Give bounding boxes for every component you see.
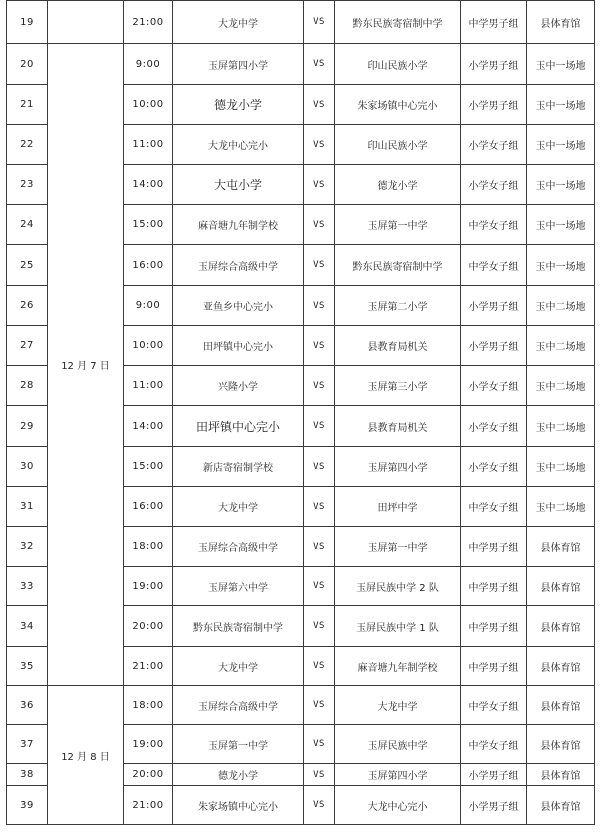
versus-label: VS bbox=[304, 1, 335, 44]
match-number: 38 bbox=[7, 764, 48, 786]
match-time: 16:00 bbox=[124, 245, 173, 286]
match-group: 中学男子组 bbox=[461, 647, 527, 686]
match-time: 18:00 bbox=[124, 527, 173, 567]
match-time: 20:00 bbox=[124, 764, 173, 786]
home-team: 亚鱼乡中心完小 bbox=[173, 286, 304, 326]
away-team: 玉屏民族中学 bbox=[335, 725, 461, 764]
home-team: 德龙小学 bbox=[173, 85, 304, 125]
away-team: 玉屏第三小学 bbox=[335, 366, 461, 406]
home-team: 兴隆小学 bbox=[173, 366, 304, 406]
home-team: 田坪镇中心完小 bbox=[173, 406, 304, 447]
match-time: 10:00 bbox=[124, 326, 173, 366]
match-time: 9:00 bbox=[124, 44, 173, 85]
match-time: 21:00 bbox=[124, 647, 173, 686]
away-team: 印山民族小学 bbox=[335, 44, 461, 85]
away-team: 德龙小学 bbox=[335, 165, 461, 205]
away-team: 田坪中学 bbox=[335, 487, 461, 527]
versus-label: VS bbox=[304, 165, 335, 205]
home-team: 玉屏第四小学 bbox=[173, 44, 304, 85]
match-venue: 县体育馆 bbox=[527, 567, 595, 606]
match-time: 16:00 bbox=[124, 487, 173, 527]
match-group: 中学女子组 bbox=[461, 487, 527, 527]
match-group: 小学男子组 bbox=[461, 44, 527, 85]
match-venue: 县体育馆 bbox=[527, 764, 595, 786]
match-venue: 玉中二场地 bbox=[527, 286, 595, 326]
match-time: 18:00 bbox=[124, 686, 173, 725]
match-date: 12 月 7 日 bbox=[48, 44, 124, 686]
away-team: 玉屏民族中学 2 队 bbox=[335, 567, 461, 606]
match-venue: 玉中一场地 bbox=[527, 245, 595, 286]
versus-label: VS bbox=[304, 487, 335, 527]
match-group: 小学男子组 bbox=[461, 326, 527, 366]
versus-label: VS bbox=[304, 764, 335, 786]
home-team: 德龙小学 bbox=[173, 764, 304, 786]
match-time: 14:00 bbox=[124, 165, 173, 205]
match-number: 21 bbox=[7, 85, 48, 125]
match-number: 29 bbox=[7, 406, 48, 447]
match-venue: 县体育馆 bbox=[527, 1, 595, 44]
versus-label: VS bbox=[304, 606, 335, 647]
away-team: 县教育局机关 bbox=[335, 326, 461, 366]
match-time: 15:00 bbox=[124, 447, 173, 487]
match-group: 小学女子组 bbox=[461, 406, 527, 447]
match-number: 35 bbox=[7, 647, 48, 686]
match-group: 中学男子组 bbox=[461, 527, 527, 567]
away-team: 玉屏第四小学 bbox=[335, 764, 461, 786]
away-team: 黔东民族寄宿制中学 bbox=[335, 245, 461, 286]
match-venue: 县体育馆 bbox=[527, 686, 595, 725]
home-team: 黔东民族寄宿制中学 bbox=[173, 606, 304, 647]
match-venue: 玉中一场地 bbox=[527, 85, 595, 125]
match-group: 小学男子组 bbox=[461, 786, 527, 825]
match-number: 26 bbox=[7, 286, 48, 326]
match-time: 14:00 bbox=[124, 406, 173, 447]
schedule-body bbox=[7, 1, 595, 825]
match-number: 36 bbox=[7, 686, 48, 725]
home-team: 朱家场镇中心完小 bbox=[173, 786, 304, 825]
versus-label: VS bbox=[304, 406, 335, 447]
versus-label: VS bbox=[304, 725, 335, 764]
match-group: 小学女子组 bbox=[461, 447, 527, 487]
versus-label: VS bbox=[304, 205, 335, 245]
match-group: 小学女子组 bbox=[461, 165, 527, 205]
table-row bbox=[7, 44, 595, 85]
versus-label: VS bbox=[304, 366, 335, 406]
match-time: 9:00 bbox=[124, 286, 173, 326]
match-group: 小学女子组 bbox=[461, 366, 527, 406]
match-time: 21:00 bbox=[124, 786, 173, 825]
match-group: 中学女子组 bbox=[461, 686, 527, 725]
match-time: 11:00 bbox=[124, 366, 173, 406]
home-team: 新店寄宿制学校 bbox=[173, 447, 304, 487]
match-time: 21:00 bbox=[124, 1, 173, 44]
match-time: 10:00 bbox=[124, 85, 173, 125]
home-team: 玉屏综合高级中学 bbox=[173, 527, 304, 567]
match-group: 小学男子组 bbox=[461, 764, 527, 786]
match-number: 30 bbox=[7, 447, 48, 487]
versus-label: VS bbox=[304, 447, 335, 487]
versus-label: VS bbox=[304, 286, 335, 326]
match-venue: 玉中一场地 bbox=[527, 205, 595, 245]
away-team: 玉屏民族中学 1 队 bbox=[335, 606, 461, 647]
versus-label: VS bbox=[304, 125, 335, 165]
home-team: 大龙中学 bbox=[173, 647, 304, 686]
versus-label: VS bbox=[304, 567, 335, 606]
match-number: 19 bbox=[7, 1, 48, 44]
match-number: 25 bbox=[7, 245, 48, 286]
home-team: 大龙中心完小 bbox=[173, 125, 304, 165]
match-date bbox=[48, 1, 124, 44]
home-team: 玉屏第一中学 bbox=[173, 725, 304, 764]
match-venue: 玉中二场地 bbox=[527, 487, 595, 527]
versus-label: VS bbox=[304, 44, 335, 85]
versus-label: VS bbox=[304, 686, 335, 725]
match-venue: 县体育馆 bbox=[527, 647, 595, 686]
away-team: 大龙中心完小 bbox=[335, 786, 461, 825]
match-time: 19:00 bbox=[124, 725, 173, 764]
away-team: 玉屏第一中学 bbox=[335, 205, 461, 245]
match-number: 37 bbox=[7, 725, 48, 764]
schedule-table bbox=[6, 0, 595, 825]
match-venue: 玉中二场地 bbox=[527, 406, 595, 447]
match-time: 11:00 bbox=[124, 125, 173, 165]
match-number: 39 bbox=[7, 786, 48, 825]
match-time: 20:00 bbox=[124, 606, 173, 647]
match-group: 中学男子组 bbox=[461, 567, 527, 606]
away-team: 玉屏第二小学 bbox=[335, 286, 461, 326]
versus-label: VS bbox=[304, 85, 335, 125]
match-group: 中学女子组 bbox=[461, 725, 527, 764]
versus-label: VS bbox=[304, 647, 335, 686]
away-team: 黔东民族寄宿制中学 bbox=[335, 1, 461, 44]
away-team: 玉屏第一中学 bbox=[335, 527, 461, 567]
match-venue: 县体育馆 bbox=[527, 786, 595, 825]
home-team: 田坪镇中心完小 bbox=[173, 326, 304, 366]
match-number: 23 bbox=[7, 165, 48, 205]
match-date: 12 月 8 日 bbox=[48, 686, 124, 825]
match-venue: 县体育馆 bbox=[527, 725, 595, 764]
table-row bbox=[7, 1, 595, 44]
match-group: 中学男子组 bbox=[461, 606, 527, 647]
match-number: 33 bbox=[7, 567, 48, 606]
match-group: 中学女子组 bbox=[461, 205, 527, 245]
match-venue: 玉中二场地 bbox=[527, 326, 595, 366]
match-number: 20 bbox=[7, 44, 48, 85]
home-team: 大屯小学 bbox=[173, 165, 304, 205]
away-team: 大龙中学 bbox=[335, 686, 461, 725]
match-venue: 玉中二场地 bbox=[527, 447, 595, 487]
match-number: 24 bbox=[7, 205, 48, 245]
versus-label: VS bbox=[304, 245, 335, 286]
match-venue: 玉中一场地 bbox=[527, 44, 595, 85]
home-team: 玉屏综合高级中学 bbox=[173, 245, 304, 286]
match-time: 19:00 bbox=[124, 567, 173, 606]
table-row bbox=[7, 686, 595, 725]
match-number: 28 bbox=[7, 366, 48, 406]
match-number: 31 bbox=[7, 487, 48, 527]
match-group: 小学男子组 bbox=[461, 286, 527, 326]
home-team: 玉屏第六中学 bbox=[173, 567, 304, 606]
away-team: 玉屏第四小学 bbox=[335, 447, 461, 487]
match-venue: 县体育馆 bbox=[527, 527, 595, 567]
match-venue: 县体育馆 bbox=[527, 606, 595, 647]
match-time: 15:00 bbox=[124, 205, 173, 245]
match-number: 22 bbox=[7, 125, 48, 165]
match-group: 小学女子组 bbox=[461, 125, 527, 165]
match-number: 27 bbox=[7, 326, 48, 366]
home-team: 大龙中学 bbox=[173, 487, 304, 527]
home-team: 大龙中学 bbox=[173, 1, 304, 44]
versus-label: VS bbox=[304, 326, 335, 366]
versus-label: VS bbox=[304, 786, 335, 825]
versus-label: VS bbox=[304, 527, 335, 567]
away-team: 县教育局机关 bbox=[335, 406, 461, 447]
away-team: 麻音塘九年制学校 bbox=[335, 647, 461, 686]
match-number: 34 bbox=[7, 606, 48, 647]
match-venue: 玉中一场地 bbox=[527, 125, 595, 165]
home-team: 麻音塘九年制学校 bbox=[173, 205, 304, 245]
match-venue: 玉中一场地 bbox=[527, 165, 595, 205]
away-team: 朱家场镇中心完小 bbox=[335, 85, 461, 125]
home-team: 玉屏综合高级中学 bbox=[173, 686, 304, 725]
match-group: 中学男子组 bbox=[461, 1, 527, 44]
match-group: 中学女子组 bbox=[461, 245, 527, 286]
match-group: 小学男子组 bbox=[461, 85, 527, 125]
match-venue: 玉中二场地 bbox=[527, 366, 595, 406]
match-number: 32 bbox=[7, 527, 48, 567]
away-team: 印山民族小学 bbox=[335, 125, 461, 165]
